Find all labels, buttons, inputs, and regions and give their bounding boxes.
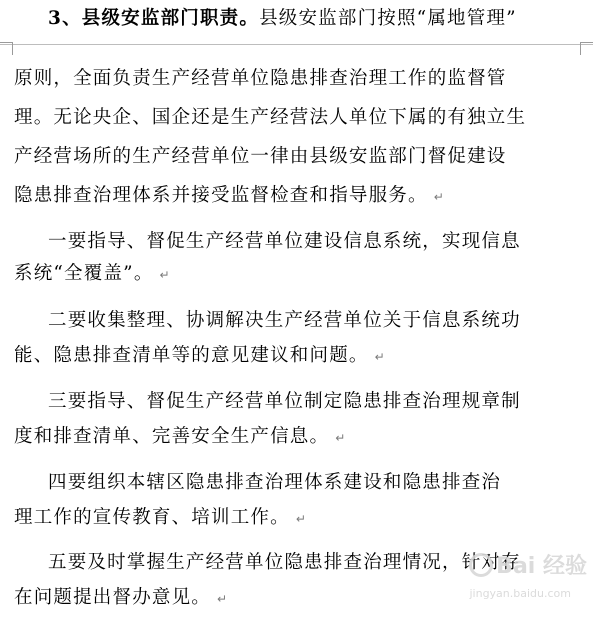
crop-mark-right xyxy=(580,42,593,55)
list-item-2-line-2: 能、隐患排查清单等的意见建议和问题。 ↵ xyxy=(14,345,386,366)
paragraph-mark-icon: ↵ xyxy=(295,512,308,526)
list-item-3-line-2: 度和排查清单、完善安全生产信息。 ↵ xyxy=(14,426,347,447)
body-line: 原则，全面负责生产经营单位隐患排查治理工作的监督管 xyxy=(14,68,507,89)
body-line: 产经营场所的生产经营单位一律由县级安监部门督促建设 xyxy=(14,146,507,167)
body-line: 隐患排查治理体系并接受监督检查和指导服务。 ↵ xyxy=(14,185,445,206)
list-item-5-line-1: 五要及时掌握生产经营单位隐患排查治理情况，针对存 xyxy=(48,552,521,573)
list-item-2-line-1: 二要收集整理、协调解决生产经营单位关于信息系统功 xyxy=(48,310,521,331)
section-heading xyxy=(14,6,574,32)
paw-logo-icon xyxy=(469,553,493,577)
list-item-1-line-2: 系统“全覆盖”。 ↵ xyxy=(14,263,171,284)
list-item-4-line-1: 四要组织本辖区隐患排查治理体系建设和隐患排查治 xyxy=(48,472,502,493)
paragraph-mark-icon: ↵ xyxy=(433,190,445,204)
paragraph-mark-icon: ↵ xyxy=(217,592,229,606)
list-item-5-line-2: 在问题提出督办意见。 ↵ xyxy=(14,587,229,608)
paragraph-mark-icon: ↵ xyxy=(374,350,386,364)
list-item-3-line-1: 三要指导、督促生产经营单位制定隐患排查治理规章制 xyxy=(48,391,521,412)
watermark-url: jingyan.baidu.com xyxy=(469,587,571,600)
heading-rest-text: 县级安监部门按照“属地管理” xyxy=(259,8,517,29)
heading-bold-text: 3、县级安监部门职责。 xyxy=(48,8,260,29)
baidu-jingyan-watermark: Bai 经验 xyxy=(469,549,587,580)
crop-mark-left xyxy=(0,42,13,55)
paragraph-mark-icon: ↵ xyxy=(159,268,171,282)
body-line: 理。无论央企、国企还是生产经营法人单位下属的有独立生 xyxy=(14,107,527,128)
paragraph-mark-icon: ↵ xyxy=(335,431,347,445)
list-item-4-line-2: 理工作的宣传教育、培训工作。 ↵ xyxy=(14,507,308,528)
page-break-line xyxy=(0,44,593,45)
list-item-1-line-1: 一要指导、督促生产经营单位建设信息系统，实现信息 xyxy=(48,231,521,252)
